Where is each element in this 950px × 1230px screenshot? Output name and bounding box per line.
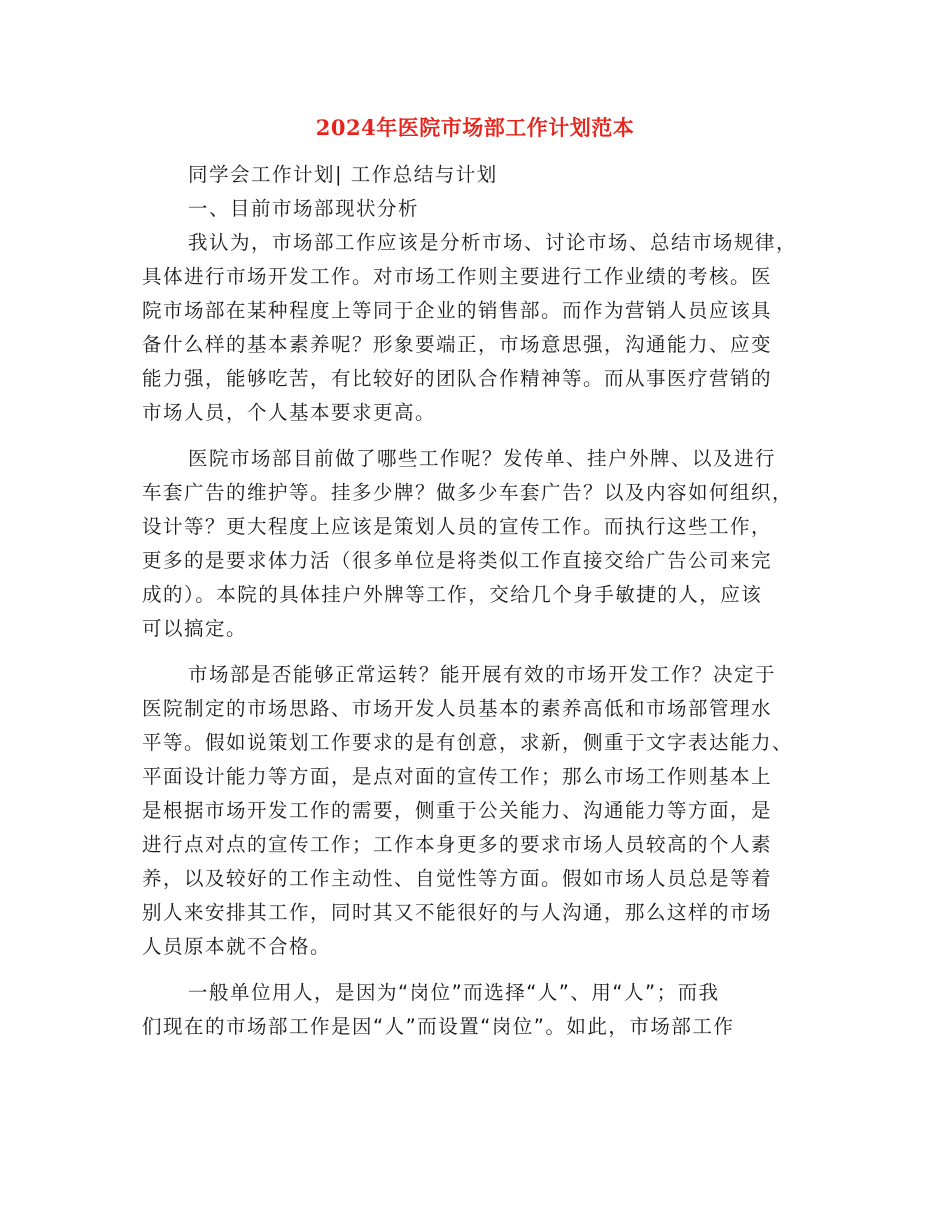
- text-line: 是根据市场开发工作的需要，侧重于公关能力、沟通能力等方面，是: [142, 799, 773, 822]
- text-line: 医院制定的市场思路、市场开发人员基本的素养高低和市场部管理水: [142, 697, 773, 720]
- text-line: 平面设计能力等方面，是点对面的宣传工作；那么市场工作则基本上: [142, 765, 773, 788]
- paragraph-gap: [142, 430, 812, 442]
- text-line: 院市场部在某种程度上等同于企业的销售部。而作为营销人员应该具: [142, 299, 773, 322]
- text-line: 一般单位用人，是因为“岗位”而选择“人”、用“人”；而我: [188, 981, 720, 1004]
- text-line: 养，以及较好的工作主动性、自觉性等方面。假如市场人员总是等着: [142, 867, 773, 890]
- paragraph-gap: [142, 646, 812, 658]
- text-line: 更多的是要求体力活（很多单位是将类似工作直接交给广告公司来完: [142, 549, 773, 572]
- text-line: 别人来安排其工作，同时其又不能很好的与人沟通，那么这样的市场: [142, 901, 773, 924]
- text-line: 一、目前市场部现状分析: [188, 197, 420, 220]
- text-line: 同学会工作计划| 工作总结与计划: [188, 163, 498, 186]
- text-line: 车套广告的维护等。挂多少牌？做多少车套广告？以及内容如何组织，: [142, 481, 794, 504]
- text-line: 市场部是否能够正常运转？能开展有效的市场开发工作？决定于: [188, 663, 777, 686]
- text-line: 人员原本就不合格。: [142, 935, 332, 958]
- document-body: [142, 158, 812, 1044]
- text-line: 可以搞定。: [142, 617, 248, 640]
- text-line: 平等。假如说策划工作要求的是有创意，求新，侧重于文字表达能力、: [142, 731, 794, 754]
- text-line: 设计等？更大程度上应该是策划人员的宣传工作。而执行这些工作，: [142, 515, 773, 538]
- text-line: 具体进行市场开发工作。对市场工作则主要进行工作业绩的考核。医: [142, 265, 773, 288]
- text-line: 备什么样的基本素养呢？形象要端正，市场意思强，沟通能力、应变: [142, 333, 773, 356]
- text-line: 们现在的市场部工作是因“人”而设置“岗位”。如此，市场部工作: [142, 1015, 735, 1038]
- text-line: 进行点对点的宣传工作；工作本身更多的要求市场人员较高的个人素: [142, 833, 773, 856]
- text-line: 我认为，市场部工作应该是分析市场、讨论市场、总结市场规律，: [188, 231, 798, 254]
- text-line: 医院市场部目前做了哪些工作呢？发传单、挂户外牌、以及进行: [188, 447, 777, 470]
- text-line: 市场人员，个人基本要求更高。: [142, 401, 437, 424]
- text-line: 成的）。本院的具体挂户外牌等工作，交给几个身手敏捷的人，应该: [142, 583, 763, 606]
- paragraph-gap: [142, 964, 812, 976]
- text-line: 能力强，能够吃苦，有比较好的团队合作精神等。而从事医疗营销的: [142, 367, 773, 390]
- document-title: 2024年医院市场部工作计划范本: [315, 115, 635, 140]
